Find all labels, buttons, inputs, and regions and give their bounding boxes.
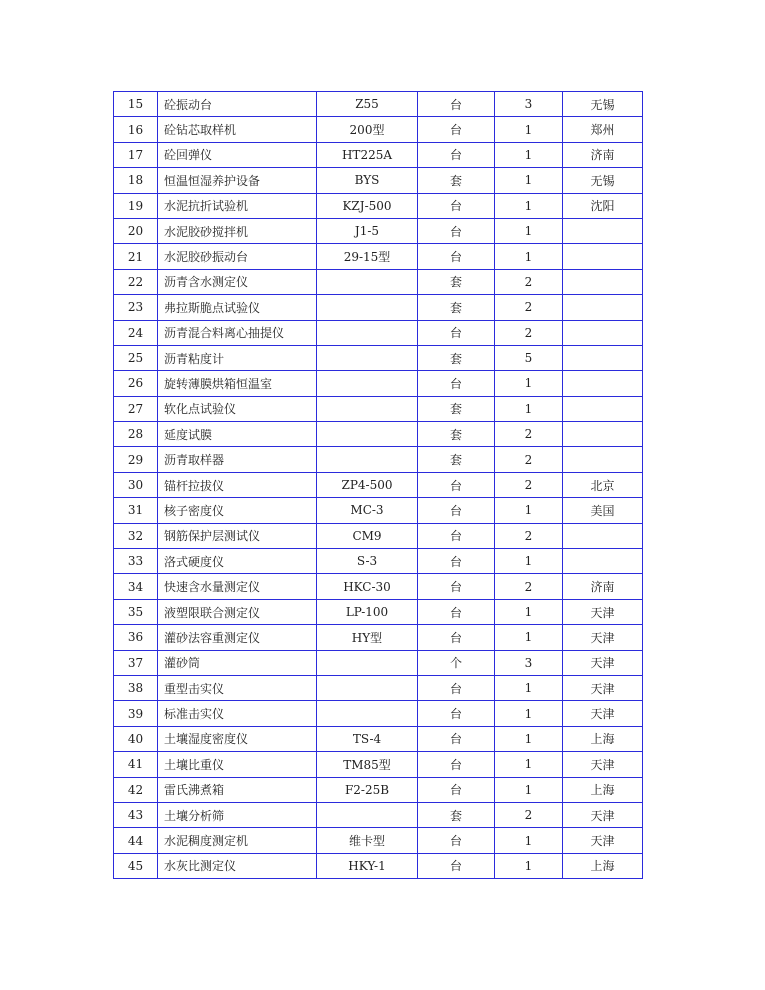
unit-cell: 台 [418,574,495,599]
quantity-cell: 1 [495,117,563,142]
equipment-name-cell: 沥青混合料离心抽提仪 [158,320,317,345]
table-row [114,320,643,345]
origin-cell: 北京 [563,472,643,497]
table-row [114,625,643,650]
equipment-name-cell: 洛式硬度仪 [158,549,317,574]
equipment-name-cell: 延度试膜 [158,422,317,447]
origin-cell [563,269,643,294]
quantity-cell: 1 [495,701,563,726]
model-number-cell [317,422,418,447]
model-number-cell: HY型 [317,625,418,650]
unit-cell: 台 [418,472,495,497]
table-row [114,549,643,574]
quantity-cell: 2 [495,523,563,548]
row-number-cell: 28 [114,422,158,447]
quantity-cell: 1 [495,218,563,243]
table-row [114,244,643,269]
table-row [114,92,643,117]
origin-cell: 上海 [563,726,643,751]
table-row [114,396,643,421]
row-number-cell: 26 [114,371,158,396]
model-number-cell: TS-4 [317,726,418,751]
origin-cell: 济南 [563,574,643,599]
equipment-name-cell: 沥青含水测定仪 [158,269,317,294]
table-row [114,853,643,878]
unit-cell: 套 [418,802,495,827]
equipment-name-cell: 快速含水量测定仪 [158,574,317,599]
row-number-cell: 18 [114,168,158,193]
origin-cell [563,549,643,574]
table-row [114,117,643,142]
origin-cell: 济南 [563,142,643,167]
origin-cell: 上海 [563,853,643,878]
unit-cell: 套 [418,269,495,294]
row-number-cell: 39 [114,701,158,726]
quantity-cell: 2 [495,802,563,827]
model-number-cell [317,396,418,421]
quantity-cell: 2 [495,295,563,320]
table-row [114,828,643,853]
table-row [114,142,643,167]
origin-cell: 无锡 [563,92,643,117]
table-row [114,447,643,472]
equipment-name-cell: 弗拉斯脆点试验仪 [158,295,317,320]
equipment-table [113,91,643,879]
table-row [114,371,643,396]
row-number-cell: 16 [114,117,158,142]
unit-cell: 台 [418,828,495,853]
model-number-cell [317,345,418,370]
table-row [114,574,643,599]
unit-cell: 台 [418,371,495,396]
quantity-cell: 1 [495,828,563,853]
equipment-name-cell: 水泥胶砂振动台 [158,244,317,269]
quantity-cell: 1 [495,625,563,650]
model-number-cell: HKC-30 [317,574,418,599]
unit-cell: 台 [418,218,495,243]
quantity-cell: 1 [495,142,563,167]
unit-cell: 台 [418,244,495,269]
table-row [114,777,643,802]
origin-cell [563,345,643,370]
quantity-cell: 3 [495,650,563,675]
row-number-cell: 27 [114,396,158,421]
model-number-cell [317,371,418,396]
unit-cell: 台 [418,726,495,751]
origin-cell: 天津 [563,650,643,675]
row-number-cell: 45 [114,853,158,878]
unit-cell: 台 [418,117,495,142]
unit-cell: 台 [418,142,495,167]
model-number-cell: 29-15型 [317,244,418,269]
origin-cell: 美国 [563,498,643,523]
equipment-name-cell: 水灰比测定仪 [158,853,317,878]
table-row [114,269,643,294]
model-number-cell: F2-25B [317,777,418,802]
equipment-name-cell: 灌砂筒 [158,650,317,675]
table-row [114,752,643,777]
origin-cell: 天津 [563,802,643,827]
unit-cell: 台 [418,777,495,802]
unit-cell: 套 [418,422,495,447]
row-number-cell: 33 [114,549,158,574]
origin-cell: 天津 [563,625,643,650]
quantity-cell: 2 [495,422,563,447]
origin-cell: 天津 [563,701,643,726]
quantity-cell: 1 [495,396,563,421]
quantity-cell: 1 [495,752,563,777]
row-number-cell: 38 [114,675,158,700]
origin-cell [563,447,643,472]
model-number-cell: BYS [317,168,418,193]
quantity-cell: 2 [495,472,563,497]
unit-cell: 套 [418,447,495,472]
quantity-cell: 1 [495,168,563,193]
table-row [114,675,643,700]
row-number-cell: 30 [114,472,158,497]
model-number-cell [317,295,418,320]
origin-cell: 天津 [563,599,643,624]
unit-cell: 台 [418,549,495,574]
model-number-cell [317,320,418,345]
row-number-cell: 22 [114,269,158,294]
table-row [114,168,643,193]
quantity-cell: 1 [495,193,563,218]
table-row [114,726,643,751]
origin-cell [563,422,643,447]
unit-cell: 台 [418,498,495,523]
model-number-cell: TM85型 [317,752,418,777]
row-number-cell: 23 [114,295,158,320]
equipment-name-cell: 灌砂法容重测定仪 [158,625,317,650]
origin-cell: 郑州 [563,117,643,142]
model-number-cell: HKY-1 [317,853,418,878]
model-number-cell: CM9 [317,523,418,548]
quantity-cell: 1 [495,549,563,574]
quantity-cell: 1 [495,777,563,802]
unit-cell: 台 [418,701,495,726]
quantity-cell: 1 [495,853,563,878]
equipment-name-cell: 土壤比重仪 [158,752,317,777]
row-number-cell: 24 [114,320,158,345]
model-number-cell: J1-5 [317,218,418,243]
model-number-cell: KZJ-500 [317,193,418,218]
unit-cell: 台 [418,625,495,650]
model-number-cell: LP-100 [317,599,418,624]
model-number-cell [317,675,418,700]
equipment-name-cell: 重型击实仪 [158,675,317,700]
quantity-cell: 2 [495,320,563,345]
equipment-name-cell: 砼钻芯取样机 [158,117,317,142]
equipment-name-cell: 旋转薄膜烘箱恒温室 [158,371,317,396]
row-number-cell: 41 [114,752,158,777]
origin-cell: 上海 [563,777,643,802]
model-number-cell: ZP4-500 [317,472,418,497]
table-row [114,650,643,675]
origin-cell [563,218,643,243]
unit-cell: 台 [418,193,495,218]
unit-cell: 个 [418,650,495,675]
row-number-cell: 31 [114,498,158,523]
unit-cell: 台 [418,523,495,548]
row-number-cell: 42 [114,777,158,802]
row-number-cell: 19 [114,193,158,218]
unit-cell: 套 [418,345,495,370]
origin-cell [563,396,643,421]
row-number-cell: 35 [114,599,158,624]
row-number-cell: 44 [114,828,158,853]
quantity-cell: 3 [495,92,563,117]
row-number-cell: 29 [114,447,158,472]
quantity-cell: 2 [495,574,563,599]
model-number-cell [317,447,418,472]
origin-cell [563,320,643,345]
equipment-name-cell: 液塑限联合测定仪 [158,599,317,624]
equipment-name-cell: 钢筋保护层测试仪 [158,523,317,548]
equipment-name-cell: 水泥抗折试验机 [158,193,317,218]
model-number-cell [317,269,418,294]
unit-cell: 台 [418,599,495,624]
table-row [114,422,643,447]
model-number-cell: HT225A [317,142,418,167]
row-number-cell: 25 [114,345,158,370]
unit-cell: 套 [418,295,495,320]
model-number-cell [317,650,418,675]
row-number-cell: 21 [114,244,158,269]
quantity-cell: 1 [495,599,563,624]
equipment-name-cell: 砼振动台 [158,92,317,117]
equipment-name-cell: 标准击实仪 [158,701,317,726]
row-number-cell: 20 [114,218,158,243]
unit-cell: 台 [418,675,495,700]
equipment-name-cell: 雷氏沸煮箱 [158,777,317,802]
row-number-cell: 17 [114,142,158,167]
model-number-cell [317,701,418,726]
model-number-cell: 维卡型 [317,828,418,853]
equipment-name-cell: 沥青取样器 [158,447,317,472]
quantity-cell: 1 [495,244,563,269]
table-row [114,218,643,243]
quantity-cell: 2 [495,269,563,294]
equipment-name-cell: 恒温恒湿养护设备 [158,168,317,193]
model-number-cell: MC-3 [317,498,418,523]
row-number-cell: 32 [114,523,158,548]
origin-cell [563,295,643,320]
origin-cell: 无锡 [563,168,643,193]
equipment-name-cell: 沥青粘度计 [158,345,317,370]
table-row [114,472,643,497]
origin-cell: 天津 [563,675,643,700]
origin-cell [563,523,643,548]
unit-cell: 台 [418,92,495,117]
row-number-cell: 40 [114,726,158,751]
origin-cell: 天津 [563,828,643,853]
equipment-name-cell: 核子密度仪 [158,498,317,523]
quantity-cell: 2 [495,447,563,472]
equipment-name-cell: 土壤湿度密度仪 [158,726,317,751]
origin-cell: 天津 [563,752,643,777]
table-row [114,523,643,548]
equipment-name-cell: 水泥胶砂搅拌机 [158,218,317,243]
quantity-cell: 1 [495,371,563,396]
origin-cell [563,244,643,269]
table-row [114,701,643,726]
equipment-name-cell: 水泥稠度测定机 [158,828,317,853]
row-number-cell: 36 [114,625,158,650]
equipment-name-cell: 锚杆拉拔仪 [158,472,317,497]
quantity-cell: 1 [495,498,563,523]
origin-cell: 沈阳 [563,193,643,218]
table-row [114,802,643,827]
table-row [114,295,643,320]
unit-cell: 套 [418,396,495,421]
unit-cell: 台 [418,752,495,777]
equipment-table-body [114,92,643,879]
model-number-cell: 200型 [317,117,418,142]
unit-cell: 台 [418,853,495,878]
model-number-cell [317,802,418,827]
unit-cell: 台 [418,320,495,345]
model-number-cell: Z55 [317,92,418,117]
table-row [114,498,643,523]
equipment-name-cell: 土壤分析筛 [158,802,317,827]
row-number-cell: 37 [114,650,158,675]
unit-cell: 套 [418,168,495,193]
row-number-cell: 15 [114,92,158,117]
quantity-cell: 1 [495,675,563,700]
equipment-name-cell: 软化点试验仪 [158,396,317,421]
table-row [114,345,643,370]
equipment-name-cell: 砼回弹仪 [158,142,317,167]
table-row [114,599,643,624]
quantity-cell: 5 [495,345,563,370]
origin-cell [563,371,643,396]
model-number-cell: S-3 [317,549,418,574]
quantity-cell: 1 [495,726,563,751]
row-number-cell: 43 [114,802,158,827]
table-row [114,193,643,218]
row-number-cell: 34 [114,574,158,599]
